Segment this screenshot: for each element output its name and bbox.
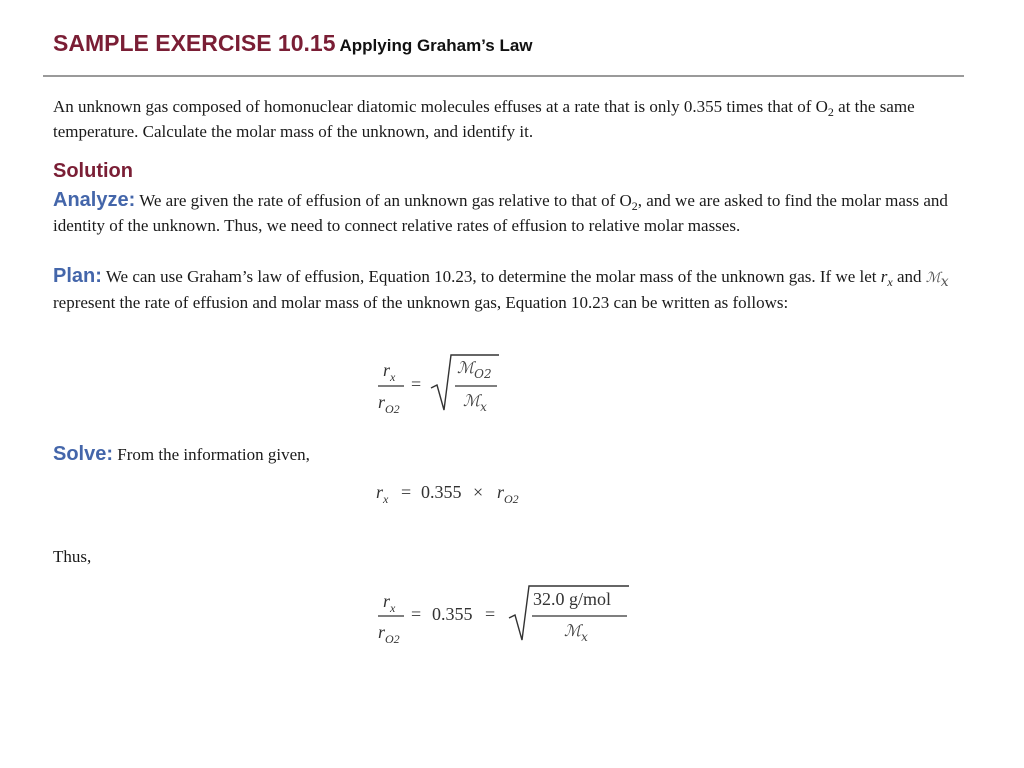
analyze-label: Analyze: bbox=[53, 189, 136, 211]
equation-substituted bbox=[375, 583, 635, 653]
solution-heading: Solution bbox=[53, 160, 133, 182]
analyze-paragraph bbox=[53, 188, 958, 238]
eq2-equals: = bbox=[401, 482, 412, 502]
plan-var-r-sub: x bbox=[887, 275, 893, 289]
eq1-lhs-denominator: $r_{O2}$ bbox=[378, 392, 400, 416]
solve-label: Solve: bbox=[53, 443, 114, 465]
eq2-lhs: $r_x$ bbox=[376, 482, 389, 506]
solve-text: From the information given, bbox=[113, 445, 310, 464]
eq2-times: × bbox=[473, 482, 484, 502]
plan-text-and: and bbox=[892, 267, 926, 286]
eq3-equals-1: = bbox=[411, 604, 422, 624]
plan-paragraph bbox=[53, 264, 958, 315]
title-divider bbox=[43, 75, 964, 77]
thus-paragraph: Thus, bbox=[53, 547, 92, 566]
analyze-text-1: We are given the rate of effusion of an unknown gas relative to that of O bbox=[135, 191, 632, 210]
problem-formula: $O_2$ bbox=[815, 97, 834, 119]
eq1-lhs-numerator: $r_x$ bbox=[383, 360, 396, 384]
eq3-equals-2: = bbox=[485, 604, 496, 624]
eq1-equals: = bbox=[411, 374, 422, 394]
plan-var-m: ℳ bbox=[925, 270, 941, 286]
problem-statement bbox=[53, 95, 958, 144]
eq3-value: 0.355 bbox=[432, 604, 473, 624]
plan-text-2: represent the rate of effusion and molar mass of the unknown gas, Equation 10.23 can be written as follows: bbox=[53, 292, 789, 312]
plan-var-m-sub: x bbox=[940, 274, 949, 290]
analyze-text-2: , and we are asked to find the molar mass and identity of the unknown. Thus, we need to connect relative rates of effusion to relative molar masses. bbox=[53, 191, 948, 235]
solve-paragraph bbox=[53, 442, 958, 468]
exercise-title bbox=[53, 30, 533, 57]
plan-var-r: r bbox=[880, 267, 888, 286]
eq3-lhs-denominator: $r_{O2}$ bbox=[378, 622, 400, 646]
eq3-lhs-numerator: $r_x$ bbox=[383, 591, 396, 615]
equation-rate-relation bbox=[376, 482, 536, 512]
plan-label: Plan: bbox=[53, 265, 102, 287]
exercise-topic: Applying Graham’s Law bbox=[339, 36, 533, 55]
eq3-rhs-numerator: 32.0 g/mol bbox=[533, 589, 612, 609]
eq2-rhs: $r_{O2}$ bbox=[497, 482, 519, 506]
analyze-subscript: 2 bbox=[631, 199, 638, 213]
equation-graham-law bbox=[375, 352, 505, 422]
plan-text-1: We can use Graham’s law of effusion, Equation 10.23, to determine the molar mass of the unknown gas. If we let bbox=[101, 267, 881, 286]
problem-text-1: An unknown gas composed of homonuclear diatomic molecules effuses at a rate that is only 0.355 times that of bbox=[53, 97, 812, 116]
exercise-label: SAMPLE EXERCISE 10.15 bbox=[53, 30, 336, 56]
eq1-rhs-numerator: ℳ$_{O2}$ bbox=[457, 358, 492, 381]
eq1-rhs-denominator: ℳ$_x$ bbox=[463, 391, 487, 414]
eq3-rhs-denominator: ℳ$_x$ bbox=[564, 621, 588, 644]
problem-text-2: at the same temperature. Calculate the molar mass of the unknown, and identify it. bbox=[53, 97, 915, 141]
eq2-value: 0.355 bbox=[421, 482, 462, 502]
